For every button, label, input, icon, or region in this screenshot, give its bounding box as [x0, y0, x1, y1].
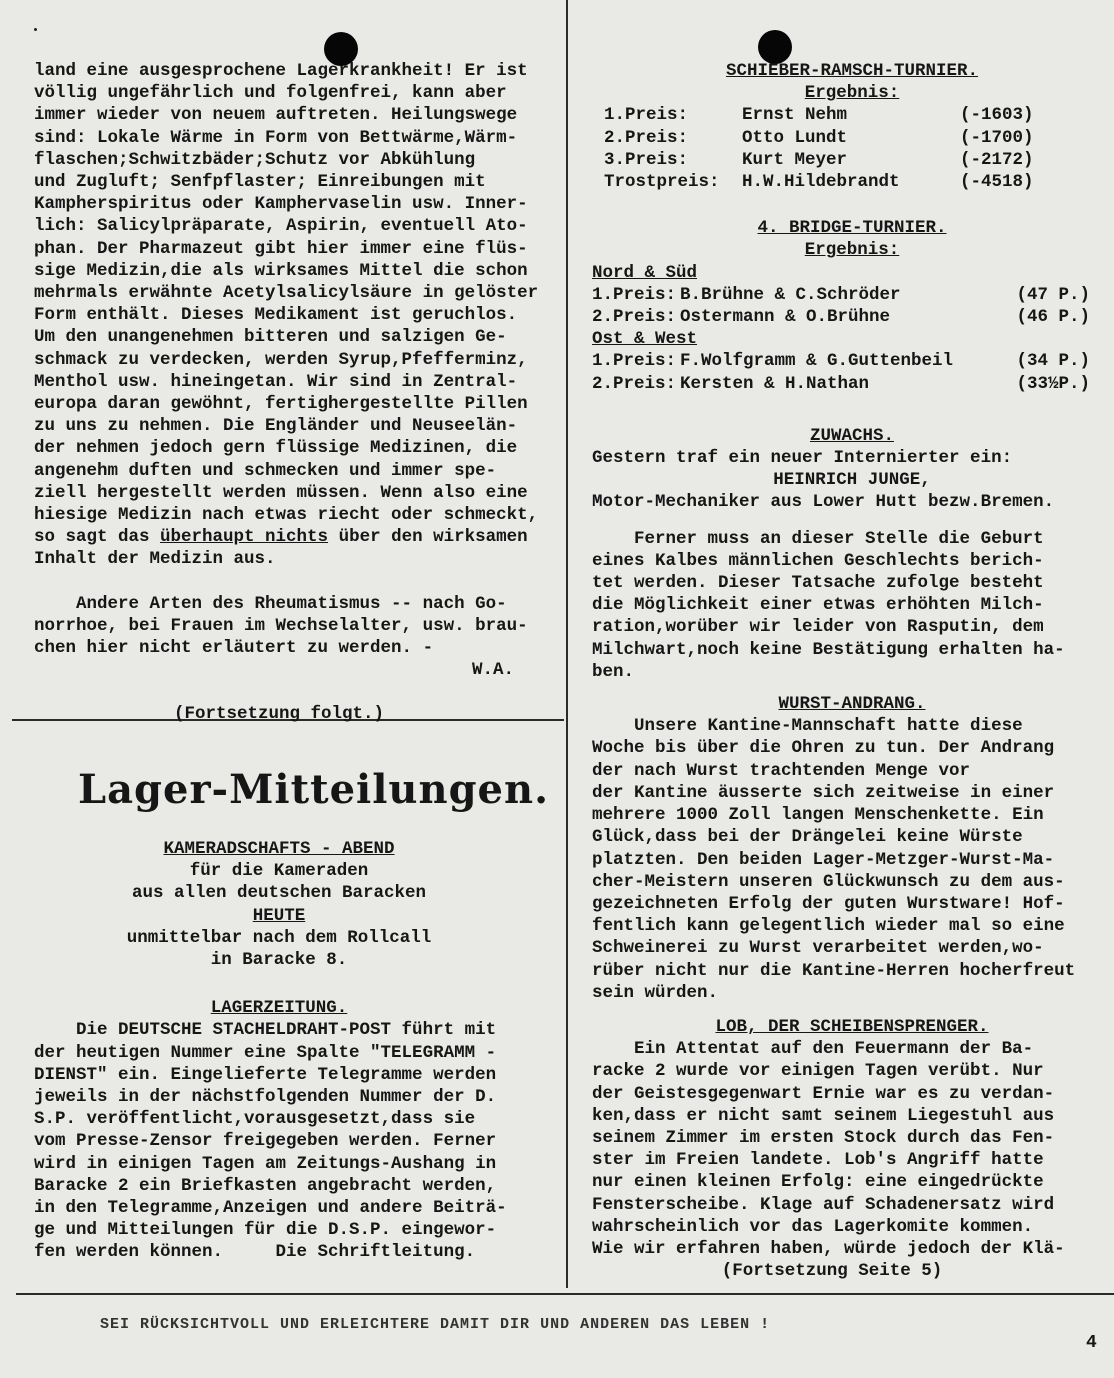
bridge-group-label: Nord & Süd — [592, 262, 698, 283]
lagerzeitung-line: DIENST" ein. Eingelieferte Telegramme werden — [34, 1064, 497, 1085]
bridge-result-row — [592, 350, 1090, 372]
schieber-place: 2.Preis: — [604, 127, 689, 148]
wurst-line: cher-Meistern unseren Glückwunsch zu dem aus- — [592, 871, 1065, 892]
bridge-points: (46 P.) — [1016, 307, 1090, 328]
article-line-closing: Inhalt der Medizin aus. — [34, 549, 276, 570]
schieber-name: Otto Lundt — [742, 127, 848, 148]
article-line: sige Medizin,die als wirksames Mittel die schon — [34, 260, 528, 281]
lob-line: der Geistesgegenwart Ernie war es zu verdan- — [592, 1083, 1055, 1104]
kameradschaft-heute: HEUTE — [252, 905, 306, 926]
bridge-result-row — [592, 373, 1090, 395]
wurst-line: gezeichneten Erfolg der guten Wurstware! Hof- — [592, 893, 1065, 914]
bridge-names: B.Brühne & C.Schröder — [680, 284, 901, 305]
footer-divider — [16, 1293, 1114, 1295]
wurst-line: Unsere Kantine-Mannschaft hatte diese — [592, 716, 1023, 737]
lagerzeitung-line: der heutigen Nummer eine Spalte "TELEGRAMM - — [34, 1042, 497, 1063]
bridge-points: (34 P.) — [1016, 351, 1090, 372]
wurst-line: der Kantine äusserte sich zeitweise in einer — [592, 782, 1055, 803]
bridge-result-row — [592, 284, 1090, 306]
lagerzeitung-line: in den Telegramme,Anzeigen und andere Beiträ- — [34, 1198, 507, 1219]
lagerzeitung-line: fen werden können. Die Schriftleitung. — [34, 1242, 476, 1263]
bridge-groups — [592, 262, 1112, 395]
schieber-score: (-2172) — [960, 149, 1034, 170]
zuwachs-line-2: Motor-Mechaniker aus Lower Hutt bezw.Bremen. — [592, 492, 1055, 513]
article-line: angenehm duften und schmecken und immer spe- — [34, 460, 497, 481]
lob-line: nur einen kleinen Erfolg: eine eingedrückte — [592, 1172, 1044, 1193]
article-line: Kampherspiritus oder Kamphervaselin usw. Inner- — [34, 194, 528, 215]
schieber-score: (-1700) — [960, 127, 1034, 148]
punch-hole-right — [758, 30, 792, 64]
article-line: und Zugluft; Senfpflaster; Einreibungen mit — [34, 172, 486, 193]
kameradschaft-heading: KAMERADSCHAFTS - ABEND — [163, 839, 395, 859]
wurst-heading: WURST-ANDRANG. — [778, 694, 926, 715]
right-column — [592, 60, 1112, 1282]
wurst-line: Woche bis über die Ohren zu tun. Der Andrang — [592, 738, 1055, 759]
lob-line: ster im Freien landete. Lob's Angriff hatte — [592, 1150, 1044, 1171]
bridge-points: (47 P.) — [1016, 284, 1090, 305]
wurst-line: sein würden. — [592, 982, 719, 1003]
bridge-names: Ostermann & O.Brühne — [680, 307, 891, 328]
schieber-result-row — [604, 127, 1050, 149]
article-line: zu uns zu nehmen. Die Engländer und Neuseelän- — [34, 416, 518, 437]
article-line-underline: so sagt das überhaupt nichts über den wirksamen — [34, 527, 528, 548]
rheuma-paragraph-1 — [34, 60, 564, 526]
lob-continued: (Fortsetzung Seite 5) — [721, 1261, 943, 1282]
lob-line: Wie wir erfahren haben, würde jedoch der Klä- — [592, 1238, 1065, 1259]
ink-speck — [34, 28, 37, 31]
schieber-place: 3.Preis: — [604, 149, 689, 170]
article-line: lich: Salicylpräparate, Aspirin, eventuell Ato- — [34, 216, 528, 237]
lob-heading: LOB, DER SCHEIBENSPRENGER. — [715, 1016, 989, 1037]
kameradschaft-line-3: unmittelbar nach dem Rollcall — [126, 927, 432, 948]
footer-motto: SEI RÜCKSICHTVOLL UND ERLEICHTERE DAMIT DIR UND ANDEREN DAS LEBEN ! — [100, 1316, 771, 1333]
bridge-place: 2.Preis: — [592, 307, 677, 328]
kameradschaft-line-2: aus allen deutschen Baracken — [131, 883, 427, 904]
bridge-heading: 4. BRIDGE-TURNIER. — [757, 218, 947, 239]
bridge-points: (33½P.) — [1016, 373, 1090, 394]
lagerzeitung-line: ge und Mitteilungen für die D.S.P. eingewor- — [34, 1220, 497, 1241]
bridge-place: 1.Preis: — [592, 351, 677, 372]
article-line: land eine ausgesprochene Lagerkrankheit! Er ist — [34, 61, 528, 81]
lob-line: wahrscheinlich vor das Lagerkomite kommen. — [592, 1216, 1034, 1237]
article-line: flaschen;Schwitzbäder;Schutz vor Abkühlung — [34, 149, 476, 170]
bridge-subheading: Ergebnis: — [804, 240, 900, 261]
article-line: norrhoe, bei Frauen im Wechselalter, usw. brau- — [34, 615, 528, 636]
article-line: schmack zu verdecken, werden Syrup,Pfefferminz, — [34, 349, 528, 370]
wurst-line: Glück,dass bei der Drängelei keine Würste — [592, 827, 1023, 848]
bridge-result-row — [592, 306, 1090, 328]
kameradschaft-line-4: in Baracke 8. — [210, 950, 348, 971]
article-line: hiesige Medizin nach etwas riecht oder schmeckt, — [34, 505, 539, 526]
wurst-line: mehrere 1000 Zoll langen Menschenkette. Ein — [592, 805, 1044, 826]
lob-line: Ein Attentat auf den Feuermann der Ba- — [592, 1039, 1034, 1060]
schieber-name: Ernst Nehm — [742, 105, 848, 126]
zuwachs-line: tet werden. Dieser Tatsache zufolge besteht — [592, 573, 1044, 594]
article-line: phan. Der Pharmazeut gibt hier immer eine flüs- — [34, 238, 528, 259]
lagerzeitung-line: vom Presse-Zensor freigegeben werden. Ferner — [34, 1131, 497, 1152]
lagerzeitung-body — [34, 1019, 564, 1263]
article-line: völlig ungefährlich und folgenfrei, kann aber — [34, 83, 507, 104]
zuwachs-heading: ZUWACHS. — [809, 425, 894, 446]
emphasis-underlined: überhaupt nichts — [160, 527, 329, 548]
zuwachs-line-1: Gestern traf ein neuer Internierter ein: — [592, 448, 1013, 469]
bridge-place: 1.Preis: — [592, 284, 677, 305]
zuwachs-line: ben. — [592, 661, 635, 682]
article-line: Menthol usw. hineingetan. Wir sind in Zentral- — [34, 371, 518, 392]
signature: W.A. — [471, 660, 514, 681]
zuwachs-line: Milchwart,noch keine Bestätigung erhalten ha- — [592, 639, 1065, 660]
lob-line: Fensterscheibe. Klage auf Schadenersatz wird — [592, 1194, 1055, 1215]
schieber-heading: SCHIEBER-RAMSCH-TURNIER. — [725, 61, 979, 81]
zuwachs-line: Ferner muss an dieser Stelle die Geburt — [592, 528, 1044, 549]
lob-line: ken,dass er nicht samt seinem Liegestuhl aus — [592, 1105, 1055, 1126]
wurst-body — [592, 715, 1112, 1004]
lagerzeitung-line: wird in einigen Tagen am Zeitungs-Aushang in — [34, 1153, 497, 1174]
article-line: europa daran gewöhnt, fertighergestellte Pillen — [34, 394, 528, 415]
schieber-score: (-4518) — [960, 172, 1034, 193]
wurst-line: Schweinerei zu Wurst verarbeitet werden,wo- — [592, 938, 1044, 959]
lager-mitteilungen — [34, 838, 564, 1264]
schieber-name: H.W.Hildebrandt — [742, 172, 900, 193]
wurst-line: rüber nicht nur die Kantine-Herren hocherfreut — [592, 960, 1076, 981]
lob-line: seinem Zimmer im ersten Stock durch das Fen- — [592, 1127, 1055, 1148]
schieber-subheading: Ergebnis: — [804, 83, 900, 104]
bridge-names: F.Wolfgramm & G.Guttenbeil — [680, 351, 954, 372]
bridge-place: 2.Preis: — [592, 373, 677, 394]
bridge-group-label: Ost & West — [592, 329, 698, 350]
lagerzeitung-line: S.P. veröffentlicht,vorausgesetzt,dass sie — [34, 1109, 476, 1130]
article-line: chen hier nicht erläutert zu werden. - — [34, 638, 434, 659]
article-line: Andere Arten des Rheumatismus -- nach Go- — [34, 593, 507, 614]
zuwachs-line: eines Kalbes männlichen Geschlechts berich- — [592, 550, 1044, 571]
column-divider — [566, 0, 568, 1288]
bridge-results-table — [592, 284, 1090, 328]
schieber-result-row — [604, 171, 1050, 193]
schieber-place: Trostpreis: — [604, 172, 720, 193]
bridge-names: Kersten & H.Nathan — [680, 373, 870, 394]
zuwachs-line: ration,worüber wir leider von Rasputin, dem — [592, 617, 1044, 638]
left-column-article — [34, 60, 564, 726]
bridge-results-table — [592, 350, 1090, 394]
lagerzeitung-line: Die DEUTSCHE STACHELDRAHT-POST führt mit — [34, 1020, 497, 1041]
schieber-name: Kurt Meyer — [742, 149, 848, 170]
zuwachs-body — [592, 528, 1112, 683]
lob-body — [592, 1038, 1112, 1260]
kameradschaft-line-1: für die Kameraden — [189, 861, 369, 882]
zuwachs-name: HEINRICH JUNGE, — [773, 470, 931, 491]
lagerzeitung-line: Baracke 2 ein Briefkasten angebracht werden, — [34, 1175, 497, 1196]
continued-note: (Fortsetzung folgt.) — [173, 704, 385, 725]
article-line: Um den unangenehmen bitteren und salzigen Ge- — [34, 327, 507, 348]
article-line: der nehmen jedoch gern flüssige Medizinen, die — [34, 438, 518, 459]
article-line: sind: Lokale Wärme in Form von Bettwärme,Wärm- — [34, 127, 518, 148]
lagerzeitung-line: jeweils in der nächstfolgenden Nummer der D. — [34, 1087, 497, 1108]
rheuma-paragraph-2 — [34, 593, 564, 660]
schieber-results-table — [604, 104, 1050, 193]
wurst-line: fentlich kann gelegentlich wieder mal so eine — [592, 916, 1065, 937]
zuwachs-line: die Möglichkeit einer etwas erhöhten Milch- — [592, 595, 1044, 616]
wurst-line: platzten. Den beiden Lager-Metzger-Wurst-Ma- — [592, 849, 1055, 870]
article-line: mehrmals erwähnte Acetylsalicylsäure in gelöster — [34, 283, 539, 304]
article-line: immer wieder von neuem auftreten. Heilungswege — [34, 105, 518, 126]
wurst-line: der nach Wurst trachtenden Menge vor — [592, 760, 971, 781]
schieber-result-row — [604, 149, 1050, 171]
masthead-title: Lager-Mitteilungen. — [78, 766, 549, 813]
article-line: Form enthält. Dieses Medikament ist geruchlos. — [34, 305, 518, 326]
article-line: ziell hergestellt werden müssen. Wenn also eine — [34, 482, 528, 503]
schieber-result-row — [604, 104, 1050, 126]
schieber-score: (-1603) — [960, 105, 1034, 126]
page-number: 4 — [1086, 1333, 1097, 1353]
schieber-place: 1.Preis: — [604, 105, 689, 126]
lagerzeitung-heading: LAGERZEITUNG. — [210, 998, 348, 1019]
lob-line: racke 2 wurde vor einigen Tagen verübt. Nur — [592, 1061, 1044, 1082]
